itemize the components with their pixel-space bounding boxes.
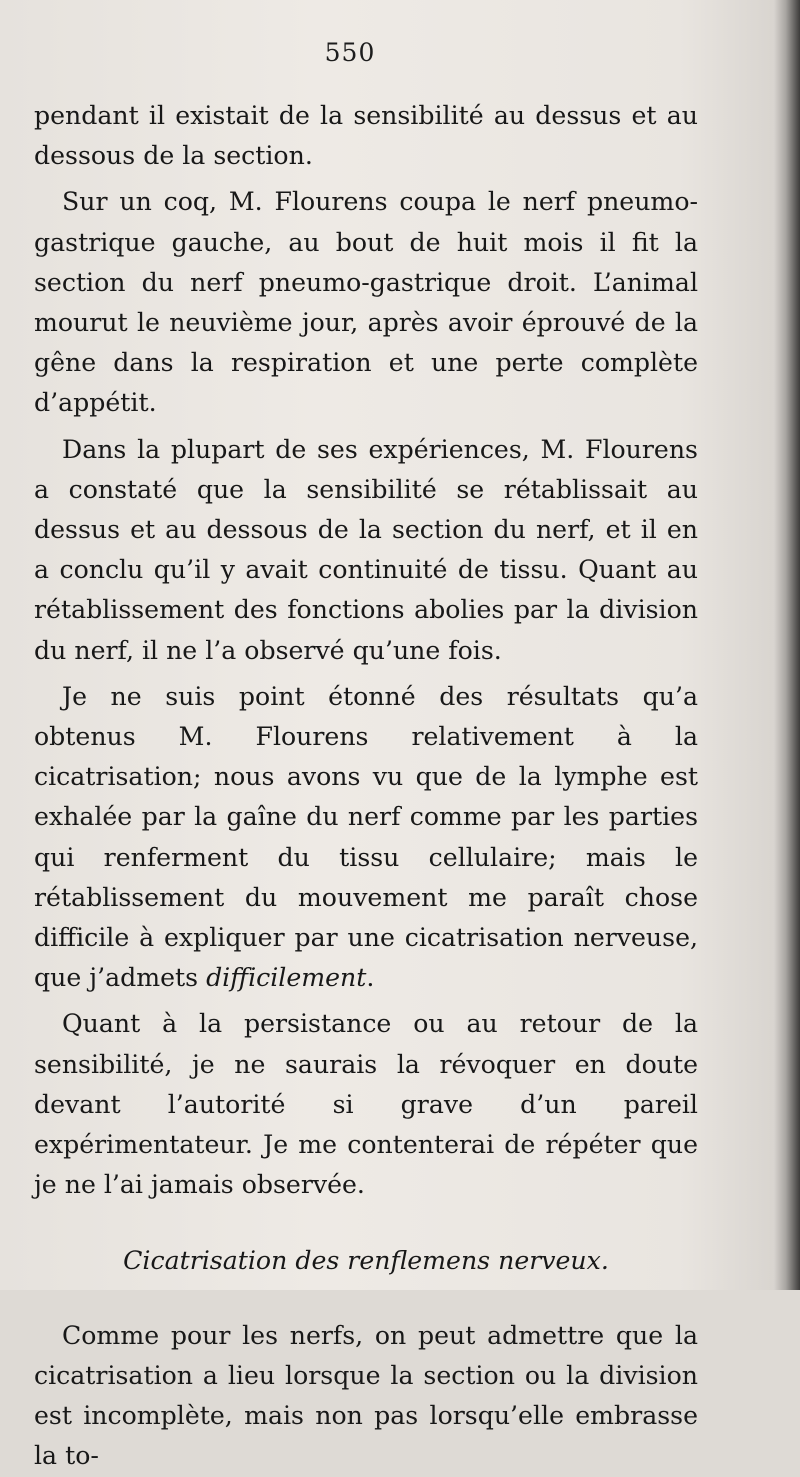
paragraph-author-opinion-text: Je ne suis point étonné des résultats qu’a obtenus M. Flourens relativement à la cicatrisation; nous avons vu que de la lymphe est exhalée par la gaîne du nerf comme par les parties qui renferment du tissu cellulaire; mais le rétablissement du mouvement me paraît chose difficile à expliquer par une cicatrisation nerveuse, que j’admets bbox=[34, 681, 698, 993]
section-subheading: Cicatrisation des renflemens nerveux. bbox=[123, 1246, 609, 1276]
paragraph-author-opinion bbox=[34, 677, 698, 999]
paragraph-ganglia: Comme pour les nerfs, on peut admettre que la cicatrisation a lieu lorsque la section ou la division est incomplète, mais non pas lorsqu’elle embrasse la to- bbox=[34, 1320, 698, 1471]
paragraph-flourens-findings: Dans la plupart de ses expériences, M. Flourens a constaté que la sensibilité se rétablissait au dessus et au dessous de la section du nerf, et il en a conclu qu’il y avait continuité de tissu. Quant au rétablissement des fonctions abolies par la division du nerf, il ne l’a observé qu’une fois. bbox=[34, 434, 698, 665]
paragraph-end-punct: . bbox=[366, 963, 375, 993]
italic-word: difficilement bbox=[206, 963, 367, 993]
paragraph-sensibility: Quant à la persistance ou au retour de la sensibilité, je ne saurais la révoquer en doute devant l’autorité si grave d’un pareil expérimentateur. Je me contenterai de répéter que je ne l’ai jamais observée. bbox=[34, 1009, 698, 1200]
paragraph-coq-experiment: Sur un coq, M. Flourens coupa le nerf pneumo-gastrique gauche, au bout de huit mois il fit la section du nerf pneumo-gastrique droit. L’animal mourut le neuvième jour, après avoir éprouvé de la gêne dans la respiration et une perte complète d’appétit. bbox=[34, 187, 698, 418]
body-text bbox=[34, 96, 698, 1477]
page-edge-shadow bbox=[774, 0, 800, 1290]
page-number: 550 bbox=[324, 38, 376, 67]
paragraph-continuation: pendant il existait de la sensibilité au dessus et au dessous de la section. bbox=[34, 101, 698, 171]
